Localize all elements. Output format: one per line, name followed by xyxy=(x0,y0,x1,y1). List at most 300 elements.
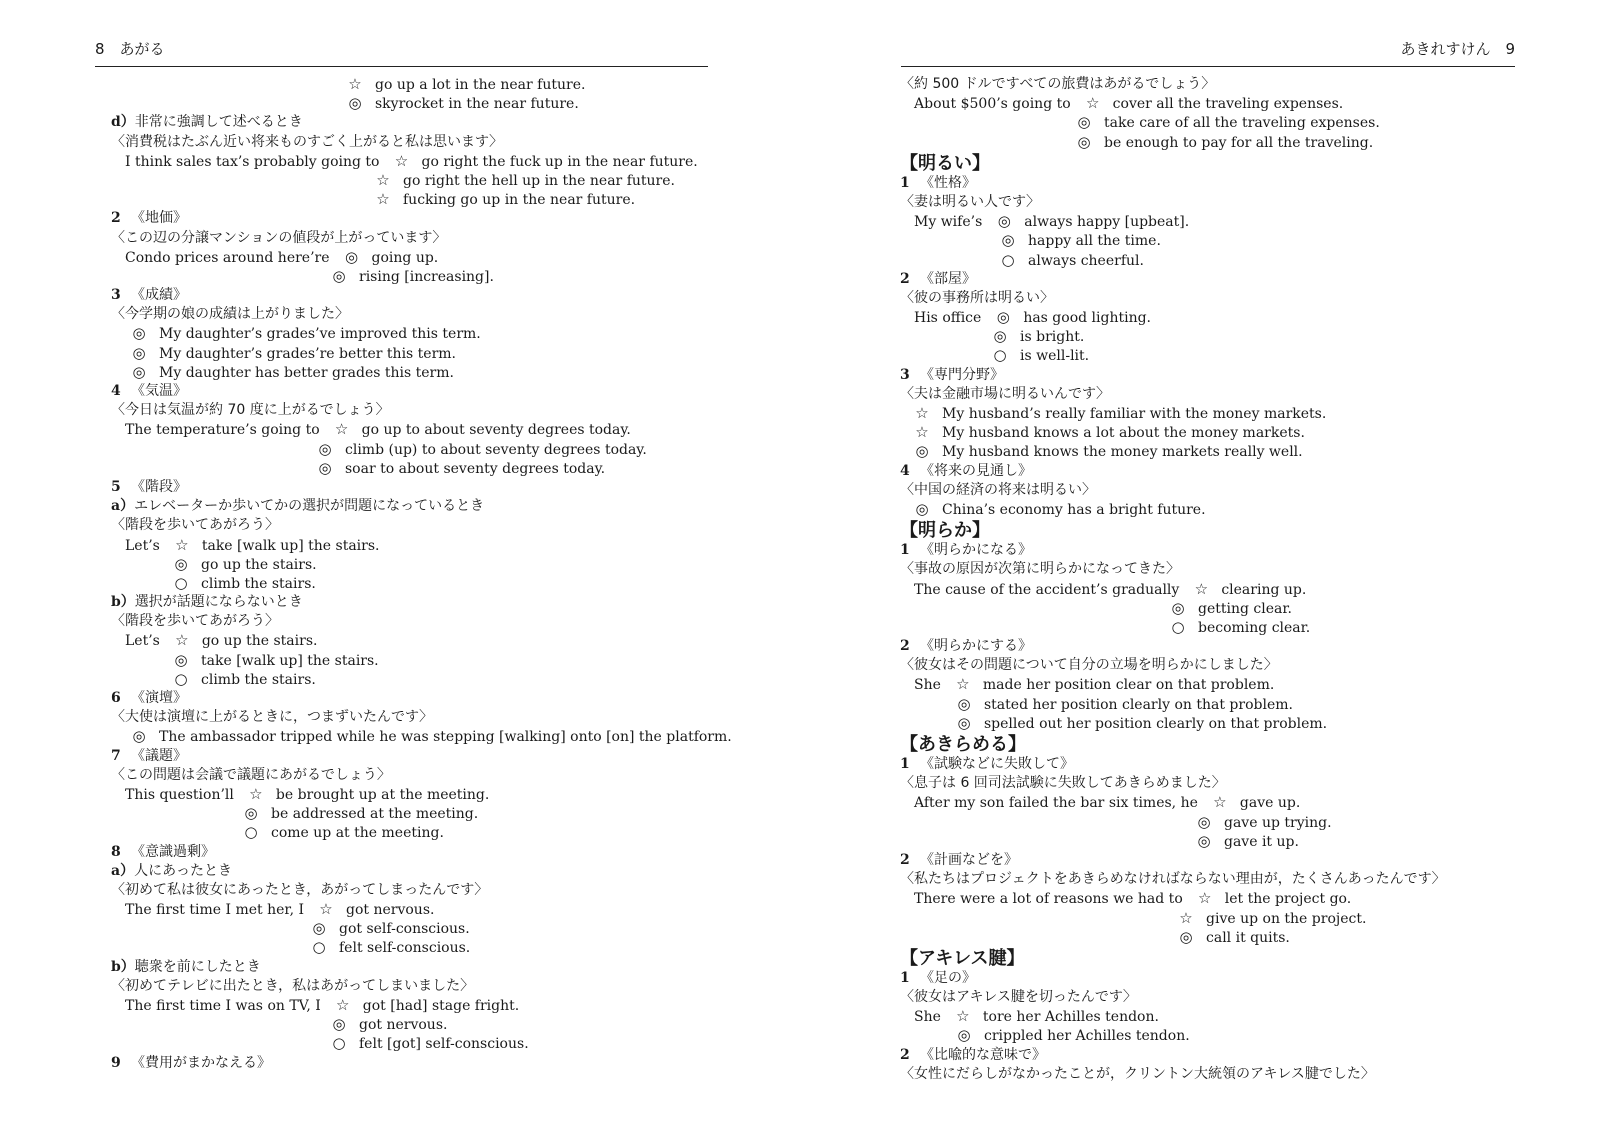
japanese-text: 〈中国の経済の将来は明るい〉 xyxy=(900,481,1096,498)
dictionary-line xyxy=(111,823,732,842)
dictionary-line xyxy=(900,656,1446,675)
english-phrase: fucking go up in the near future. xyxy=(403,192,636,209)
double-circle-icon: ◎ xyxy=(318,458,332,477)
dictionary-line xyxy=(111,382,732,401)
japanese-text: 〈彼女はその問題について自分の立場を明らかにしました〉 xyxy=(900,657,1278,674)
dictionary-line xyxy=(900,289,1446,308)
lead-phrase: There were a lot of reasons we had to xyxy=(914,891,1183,908)
lead-phrase: Let’s xyxy=(125,633,160,650)
double-circle-icon: ◎ xyxy=(957,1026,971,1045)
lead-phrase: My wife’s xyxy=(914,214,983,231)
english-phrase: crippled her Achilles tendon. xyxy=(984,1028,1190,1045)
japanese-text: 《部屋》 xyxy=(920,270,976,287)
english-phrase: come up at the meeting. xyxy=(271,825,444,842)
dictionary-line xyxy=(900,969,1446,988)
dictionary-line xyxy=(111,440,732,459)
english-phrase: tore her Achilles tendon. xyxy=(982,1009,1159,1026)
japanese-text: 《計画などを》 xyxy=(920,851,1018,868)
double-circle-icon: ◎ xyxy=(174,650,188,669)
double-circle-icon: ◎ xyxy=(993,327,1007,346)
double-circle-icon: ◎ xyxy=(957,713,971,732)
dictionary-line xyxy=(900,231,1446,250)
double-circle-icon: ◎ xyxy=(1197,831,1211,850)
sense-label: 1 xyxy=(900,969,910,986)
dictionary-line xyxy=(900,1026,1446,1045)
star-icon: ☆ xyxy=(376,170,390,189)
japanese-text: エレベーターか歩いてかの選択が問題になっているとき xyxy=(134,498,485,515)
dictionary-line xyxy=(900,889,1446,908)
sense-label: a） xyxy=(111,862,135,879)
dictionary-line xyxy=(111,516,732,535)
english-phrase: gave up. xyxy=(1239,795,1301,812)
header-rule xyxy=(95,66,708,67)
japanese-text: 〈今日は気温が約 70 度に上がるでしょう〉 xyxy=(111,402,390,419)
japanese-text: 〈彼女はアキレス腱を切ったんです〉 xyxy=(900,989,1137,1006)
english-phrase: be enough to pay for all the traveling. xyxy=(1104,134,1374,151)
dictionary-line xyxy=(111,766,732,785)
english-phrase: got self-conscious. xyxy=(339,921,470,938)
japanese-text: 〈この辺の分譲マンションの値段が上がっています〉 xyxy=(111,229,447,246)
dictionary-line xyxy=(900,404,1446,423)
dictionary-line xyxy=(111,958,732,977)
dictionary-line xyxy=(111,977,732,996)
japanese-text: 《階段》 xyxy=(131,478,187,495)
dictionary-line xyxy=(900,988,1446,1007)
star-icon: ☆ xyxy=(336,996,350,1014)
english-phrase: has good lighting. xyxy=(1023,310,1152,327)
double-circle-icon: ◎ xyxy=(1077,132,1091,151)
dictionary-line xyxy=(900,251,1446,270)
english-phrase: felt self-conscious. xyxy=(339,940,471,957)
star-icon: ☆ xyxy=(915,423,929,442)
star-icon: ☆ xyxy=(1179,908,1193,927)
star-icon: ☆ xyxy=(1194,579,1209,598)
star-icon: ☆ xyxy=(175,631,189,650)
dictionary-line xyxy=(111,612,732,631)
japanese-text: 人にあったとき xyxy=(134,862,232,879)
lead-phrase: I think sales tax’s probably going to xyxy=(125,153,380,170)
japanese-text: 《専門分野》 xyxy=(920,366,1004,383)
dictionary-line xyxy=(111,478,732,497)
dictionary-line xyxy=(900,851,1446,870)
japanese-text: 〈彼の事務所は明るい〉 xyxy=(900,289,1054,306)
star-icon: ☆ xyxy=(1085,94,1100,113)
star-icon: ☆ xyxy=(915,404,929,422)
double-circle-icon: ◎ xyxy=(318,439,332,458)
double-circle-icon: ◎ xyxy=(915,499,929,518)
star-icon: ☆ xyxy=(956,1007,970,1026)
english-phrase: go right the fuck up in the near future. xyxy=(421,153,698,170)
dictionary-line xyxy=(111,190,732,209)
sense-label: 4 xyxy=(111,383,121,399)
star-icon: ☆ xyxy=(376,190,390,209)
english-phrase: getting clear. xyxy=(1198,600,1292,617)
english-phrase: climb the stairs. xyxy=(201,575,316,592)
dictionary-line xyxy=(900,774,1446,793)
english-phrase: take care of all the traveling expenses. xyxy=(1104,115,1380,132)
english-phrase: let the project go. xyxy=(1224,891,1352,908)
japanese-text: 〈女性にだらしがなかったことが，クリントン大統領のアキレス腱でした〉 xyxy=(900,1065,1375,1082)
japanese-text: 〈今学期の娘の成績は上がりました〉 xyxy=(111,306,349,323)
dictionary-line xyxy=(900,832,1446,851)
dictionary-line xyxy=(111,689,732,708)
japanese-text: 《意識過剰》 xyxy=(131,843,215,860)
dictionary-line xyxy=(900,675,1446,694)
lead-phrase: The first time I met her, I xyxy=(125,902,304,919)
dictionary-line xyxy=(900,1065,1446,1084)
japanese-text: 《明らかになる》 xyxy=(920,542,1032,559)
circle-icon: ○ xyxy=(174,669,188,688)
japanese-text: 《性格》 xyxy=(920,174,976,191)
dictionary-line xyxy=(900,541,1446,560)
dictionary-line xyxy=(900,909,1446,928)
english-phrase: made her position clear on that problem. xyxy=(982,677,1275,694)
japanese-text: 〈息子は 6 回司法試験に失敗してあきらめました〉 xyxy=(900,775,1226,792)
running-header: あきれすけん 9 xyxy=(1400,40,1515,58)
sense-label: 6 xyxy=(111,690,121,706)
star-icon: ☆ xyxy=(956,675,970,694)
dictionary-line xyxy=(111,593,732,612)
double-circle-icon: ◎ xyxy=(1077,113,1091,132)
entry-headword: 【明らか】 xyxy=(900,520,990,542)
entries xyxy=(111,75,732,1073)
japanese-text: 聴衆を前にしたとき xyxy=(134,958,261,975)
dictionary-line xyxy=(111,555,732,574)
circle-icon: ○ xyxy=(244,823,258,842)
english-phrase: is well-lit. xyxy=(1020,348,1090,365)
star-icon: ☆ xyxy=(348,75,362,93)
dictionary-line xyxy=(111,459,732,478)
dictionary-line xyxy=(900,813,1446,832)
dictionary-line xyxy=(111,843,732,862)
dictionary-line xyxy=(900,94,1446,113)
english-phrase: take [walk up] the stairs. xyxy=(201,652,379,669)
right-page xyxy=(800,0,1600,1135)
english-phrase: skyrocket in the near future. xyxy=(375,96,579,113)
double-circle-icon: ◎ xyxy=(344,247,359,266)
sense-label: 7 xyxy=(111,747,121,764)
dictionary-line xyxy=(111,708,732,727)
english-phrase: My daughter’s grades’re better this term. xyxy=(159,345,457,362)
dictionary-line xyxy=(111,267,732,286)
dictionary-line xyxy=(900,500,1446,519)
double-circle-icon: ◎ xyxy=(996,308,1010,327)
dictionary-line xyxy=(111,94,732,113)
dictionary-line xyxy=(111,420,732,439)
star-icon: ☆ xyxy=(319,900,333,919)
entry-headword: 【アキレス腱】 xyxy=(900,947,1025,969)
english-phrase: felt [got] self-conscious. xyxy=(359,1036,529,1053)
japanese-text: 《成績》 xyxy=(131,287,187,304)
dictionary-line xyxy=(111,363,732,382)
dictionary-line xyxy=(900,1007,1446,1026)
entry-headword: 【明るい】 xyxy=(900,152,990,174)
sense-label: 2 xyxy=(111,210,121,227)
dictionary-line xyxy=(111,1054,732,1073)
english-phrase: My husband knows a lot about the money markets. xyxy=(942,425,1305,442)
lead-phrase: Let’s xyxy=(125,537,160,554)
dictionary-line xyxy=(900,346,1446,365)
sense-label: b） xyxy=(111,958,135,975)
circle-icon: ○ xyxy=(332,1034,346,1053)
sense-label: a） xyxy=(111,498,135,515)
sense-label: d） xyxy=(111,114,135,131)
dictionary-line xyxy=(900,174,1446,193)
dictionary-line xyxy=(900,270,1446,289)
english-phrase: climb (up) to about seventy degrees today. xyxy=(345,441,647,458)
japanese-text: 〈階段を歩いてあがろう〉 xyxy=(111,517,279,534)
japanese-text: 〈夫は金融市場に明るいんです〉 xyxy=(900,385,1110,402)
double-circle-icon: ◎ xyxy=(312,919,326,938)
english-phrase: My husband knows the money markets really well. xyxy=(942,444,1303,461)
lead-phrase: After my son failed the bar six times, he xyxy=(914,795,1198,812)
english-phrase: climb the stairs. xyxy=(201,671,316,688)
dictionary-line xyxy=(900,212,1446,231)
dictionary-line xyxy=(111,747,732,766)
dictionary-line xyxy=(900,928,1446,947)
japanese-text: 《議題》 xyxy=(131,747,187,764)
double-circle-icon: ◎ xyxy=(1179,927,1193,946)
sense-label: 1 xyxy=(900,756,910,772)
english-phrase: go up the stairs. xyxy=(201,556,317,573)
dictionary-line xyxy=(900,442,1446,461)
japanese-text: 《足の》 xyxy=(920,969,976,986)
dictionary-line xyxy=(111,171,732,190)
japanese-text: 《気温》 xyxy=(131,383,187,399)
japanese-text: 〈初めてテレビに出たとき，私はあがってしまいました〉 xyxy=(111,977,475,994)
dictionary-line xyxy=(111,75,732,94)
english-phrase: cover all the traveling expenses. xyxy=(1112,96,1344,113)
double-circle-icon: ◎ xyxy=(332,1015,346,1034)
dictionary-line xyxy=(900,327,1446,346)
dictionary-line xyxy=(111,804,732,823)
english-phrase: got [had] stage fright. xyxy=(362,998,520,1014)
japanese-text: 〈大使は演壇に上がるときに，つまずいたんです〉 xyxy=(111,709,433,726)
english-phrase: stated her position clearly on that problem. xyxy=(984,696,1293,713)
entries xyxy=(900,75,1446,1084)
english-phrase: The ambassador tripped while he was stepping [walking] onto [on] the platform. xyxy=(159,729,732,746)
dictionary-line xyxy=(111,651,732,670)
english-phrase: got nervous. xyxy=(346,902,435,919)
dictionary-line xyxy=(111,209,732,228)
dictionary-line xyxy=(111,1015,732,1034)
dictionary-line xyxy=(900,560,1446,579)
double-circle-icon: ◎ xyxy=(1171,598,1185,617)
circle-icon: ○ xyxy=(1171,617,1185,636)
english-phrase: My daughter’s grades’ve improved this term. xyxy=(159,326,481,343)
sense-label: 5 xyxy=(111,478,121,495)
dictionary-line xyxy=(900,870,1446,889)
english-phrase: clearing up. xyxy=(1221,581,1307,598)
japanese-text: 〈私たちはプロジェクトをあきらめなければならない理由が，たくさんあったんです〉 xyxy=(900,871,1446,888)
circle-icon: ○ xyxy=(174,573,188,592)
sense-label: 1 xyxy=(900,542,910,559)
lead-phrase: Condo prices around here’re xyxy=(125,249,330,266)
japanese-text: 非常に強調して述べるとき xyxy=(134,114,303,131)
dictionary-line xyxy=(111,1034,732,1053)
dictionary-line xyxy=(900,113,1446,132)
dictionary-line xyxy=(111,229,732,248)
sense-label: 3 xyxy=(111,287,121,304)
dictionary-line xyxy=(111,113,732,132)
dictionary-line xyxy=(111,133,732,152)
sense-label: 2 xyxy=(900,270,910,287)
english-phrase: call it quits. xyxy=(1206,929,1290,946)
star-icon: ☆ xyxy=(1198,889,1212,908)
english-phrase: China’s economy has a bright future. xyxy=(942,501,1206,518)
dictionary-line xyxy=(900,308,1446,327)
english-phrase: give up on the project. xyxy=(1206,910,1367,927)
english-phrase: go up the stairs. xyxy=(201,633,318,650)
japanese-text: 《将来の見通し》 xyxy=(920,462,1032,479)
double-circle-icon: ◎ xyxy=(132,324,146,343)
japanese-text: 《比喩的な意味で》 xyxy=(920,1046,1046,1063)
sense-label: 8 xyxy=(111,843,121,860)
star-icon: ☆ xyxy=(334,420,349,439)
dictionary-line xyxy=(111,497,732,516)
dictionary-line xyxy=(900,133,1446,152)
japanese-text: 選択が話題にならないとき xyxy=(134,594,303,611)
dictionary-line xyxy=(900,423,1446,442)
lead-phrase: The first time I was on TV, I xyxy=(125,998,321,1014)
sense-label: 9 xyxy=(111,1054,121,1071)
japanese-text: 《地価》 xyxy=(131,210,187,227)
dictionary-line xyxy=(111,996,732,1015)
english-phrase: go up a lot in the near future. xyxy=(375,77,586,93)
dictionary-line xyxy=(111,574,732,593)
english-phrase: My husband’s really familiar with the money markets. xyxy=(942,406,1327,422)
lead-phrase: This question’ll xyxy=(125,786,234,803)
dictionary-line xyxy=(111,785,732,804)
dictionary-line xyxy=(900,695,1446,714)
dictionary-line xyxy=(111,938,732,957)
dictionary-line xyxy=(111,286,732,305)
double-circle-icon: ◎ xyxy=(132,343,146,362)
dictionary-line xyxy=(900,385,1446,404)
header-rule xyxy=(901,66,1515,67)
double-circle-icon: ◎ xyxy=(132,362,146,381)
japanese-text: 〈事故の原因が次第に明らかになってきた〉 xyxy=(900,561,1180,578)
circle-icon: ○ xyxy=(1001,250,1015,269)
double-circle-icon: ◎ xyxy=(174,554,188,573)
double-circle-icon: ◎ xyxy=(997,212,1011,231)
english-phrase: spelled out her position clearly on that problem. xyxy=(984,715,1328,732)
sense-label: b） xyxy=(111,594,135,611)
lead-phrase: She xyxy=(914,677,941,694)
entry-headword: 【あきらめる】 xyxy=(900,734,1026,755)
dictionary-line xyxy=(111,152,732,171)
double-circle-icon: ◎ xyxy=(915,442,929,461)
japanese-text: 《演壇》 xyxy=(131,690,187,706)
lead-phrase: The cause of the accident’s gradually xyxy=(914,581,1180,598)
dictionary-line xyxy=(111,900,732,919)
double-circle-icon: ◎ xyxy=(957,694,971,713)
dictionary-line xyxy=(900,637,1446,656)
english-phrase: gave up trying. xyxy=(1224,814,1332,831)
english-phrase: soar to about seventy degrees today. xyxy=(345,460,606,477)
dictionary-line xyxy=(900,618,1446,637)
dictionary-line xyxy=(111,881,732,900)
dictionary-line xyxy=(111,919,732,938)
star-icon: ☆ xyxy=(249,784,263,803)
dictionary-line xyxy=(900,714,1446,733)
dictionary-line xyxy=(111,324,732,343)
double-circle-icon: ◎ xyxy=(1001,231,1015,250)
english-phrase: got nervous. xyxy=(359,1017,448,1034)
circle-icon: ○ xyxy=(993,346,1007,365)
double-circle-icon: ◎ xyxy=(244,804,258,823)
english-phrase: becoming clear. xyxy=(1198,619,1311,636)
dictionary-line xyxy=(900,193,1446,212)
dictionary-line xyxy=(900,599,1446,618)
dictionary-line xyxy=(900,75,1446,94)
running-header: 8 あがる xyxy=(95,40,165,58)
japanese-text: 〈消費税はたぶん近い将来ものすごく上がると私は思います〉 xyxy=(111,133,503,150)
english-phrase: is bright. xyxy=(1020,329,1085,346)
lead-phrase: She xyxy=(914,1009,941,1026)
dictionary-line xyxy=(111,401,732,420)
double-circle-icon: ◎ xyxy=(348,94,362,113)
english-phrase: gave it up. xyxy=(1224,833,1299,850)
japanese-text: 《費用がまかなえる》 xyxy=(131,1054,271,1071)
english-phrase: happy all the time. xyxy=(1028,233,1161,250)
english-phrase: always happy [upbeat]. xyxy=(1024,214,1190,231)
dictionary-line xyxy=(111,670,732,689)
japanese-text: 〈約 500 ドルですべての旅費はあがるでしょう〉 xyxy=(900,76,1216,92)
dictionary-line xyxy=(111,344,732,363)
english-phrase: be addressed at the meeting. xyxy=(271,806,479,823)
japanese-text: 〈この問題は会議で議題にあがるでしょう〉 xyxy=(111,766,391,783)
english-phrase: be brought up at the meeting. xyxy=(275,786,490,803)
lead-phrase: About $500’s going to xyxy=(914,96,1071,113)
dictionary-line xyxy=(111,862,732,881)
dictionary-line xyxy=(900,481,1446,500)
english-phrase: My daughter has better grades this term. xyxy=(159,364,454,381)
double-circle-icon: ◎ xyxy=(1197,812,1211,831)
sense-label: 2 xyxy=(900,851,910,868)
dictionary-line xyxy=(900,580,1446,599)
english-phrase: take [walk up] the stairs. xyxy=(201,537,380,554)
lead-phrase: His office xyxy=(914,310,982,327)
star-icon: ☆ xyxy=(394,151,409,170)
circle-icon: ○ xyxy=(312,938,326,957)
dictionary-line xyxy=(111,305,732,324)
dictionary-line xyxy=(900,755,1446,774)
star-icon: ☆ xyxy=(175,535,189,554)
english-phrase: go up to about seventy degrees today. xyxy=(361,422,631,439)
sense-label: 2 xyxy=(900,638,910,655)
dictionary-line xyxy=(111,727,732,746)
english-phrase: always cheerful. xyxy=(1028,252,1144,269)
sense-label: 1 xyxy=(900,174,910,191)
dictionary-line xyxy=(111,248,732,267)
japanese-text: 〈初めて私は彼女にあったとき，あがってしまったんです〉 xyxy=(111,881,489,898)
japanese-text: 〈階段を歩いてあがろう〉 xyxy=(111,613,279,630)
english-phrase: rising [increasing]. xyxy=(359,268,494,285)
english-phrase: go right the hell up in the near future. xyxy=(403,172,675,189)
sense-label: 2 xyxy=(900,1046,910,1063)
japanese-text: 《試験などに失敗して》 xyxy=(920,756,1074,772)
dictionary-line xyxy=(111,536,732,555)
dictionary-line xyxy=(111,631,732,650)
sense-label: 4 xyxy=(900,462,910,479)
dictionary-line xyxy=(900,793,1446,812)
sense-label: 3 xyxy=(900,366,910,383)
dictionary-line xyxy=(900,366,1446,385)
double-circle-icon: ◎ xyxy=(332,266,346,285)
dictionary-line xyxy=(900,1046,1446,1065)
double-circle-icon: ◎ xyxy=(132,727,146,746)
